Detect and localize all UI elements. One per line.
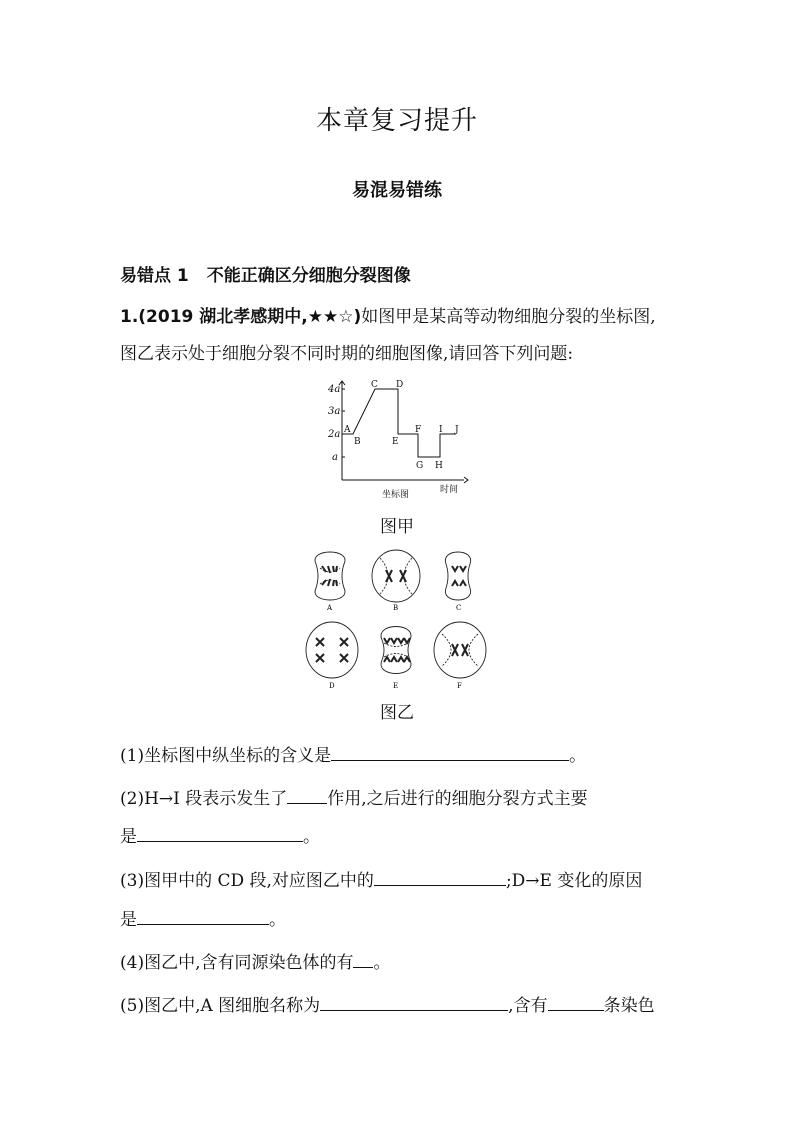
point-J: J <box>455 425 459 435</box>
cell-e-label: E <box>393 682 399 690</box>
section-label: 易错点 1 <box>120 266 189 286</box>
question-1-line1: 如图甲是某高等动物细胞分裂的坐标图, <box>361 307 656 327</box>
point-E: E <box>392 437 399 447</box>
answer-blank-5b[interactable] <box>548 994 604 1011</box>
figure-b-cells <box>300 544 496 692</box>
answer-blank-2b[interactable] <box>137 825 303 842</box>
sub-question-2: (2)H→I 段表示发生了 作用,之后进行的细胞分裂方式主要 <box>120 789 588 809</box>
point-F: F <box>415 425 422 435</box>
sub-question-2-cont: 是 。 <box>120 827 320 847</box>
cell-c-diagram <box>445 552 470 600</box>
point-D: D <box>396 380 404 390</box>
sub-question-5-text: (5)图乙中,A 图细胞名称为 <box>120 996 321 1016</box>
cell-a-diagram <box>315 552 345 600</box>
answer-blank-3b[interactable] <box>137 908 269 925</box>
figure-a-chart <box>320 376 480 502</box>
question-1-prefix: 1.(2019 湖北孝感期中,★★☆) <box>120 307 362 327</box>
question-1-stem <box>120 299 680 373</box>
point-I: I <box>439 425 443 435</box>
cell-b-label: B <box>393 604 399 612</box>
cell-b-diagram <box>372 550 420 602</box>
cell-f-diagram <box>434 622 486 678</box>
point-C: C <box>371 380 378 390</box>
answer-blank-4[interactable] <box>353 951 373 968</box>
page-title: 本章复习提升 <box>315 106 478 136</box>
cell-f-label: F <box>457 682 462 690</box>
sub-question-4: (4)图乙中,含有同源染色体的有 。 <box>120 953 391 973</box>
cell-d-diagram <box>306 622 358 678</box>
chart-caption: 坐标图 <box>382 490 410 500</box>
figure-b-caption: 图乙 <box>380 703 414 723</box>
question-1-line2: 图乙表示处于细胞分裂不同时期的细胞图像,请回答下列问题: <box>120 344 574 364</box>
answer-blank-2a[interactable] <box>287 787 327 804</box>
figure-a-caption: 图甲 <box>380 517 414 537</box>
cell-a-label: A <box>327 604 333 612</box>
cell-d-label: D <box>329 682 335 690</box>
answer-blank-5a[interactable] <box>320 994 508 1011</box>
y-tick-3a: 3a <box>328 406 341 417</box>
y-tick-2a: 2a <box>328 429 341 440</box>
y-tick-4a: 4a <box>328 384 341 395</box>
sub-question-3-text: (3)图甲中的 CD 段,对应图乙中的 <box>120 871 374 891</box>
section-text: 不能正确区分细胞分裂图像 <box>206 266 411 286</box>
point-H: H <box>435 461 443 471</box>
x-axis-arrow <box>464 477 468 483</box>
section-heading <box>120 261 411 286</box>
page-subtitle: 易混易错练 <box>352 180 442 201</box>
cell-c-label: C <box>456 604 462 612</box>
x-axis-label: 时间 <box>440 485 459 495</box>
sub-question-3-cont: 是 。 <box>120 910 286 930</box>
sub-question-1: (1)坐标图中纵坐标的含义是 。 <box>120 746 587 766</box>
point-B: B <box>354 437 361 447</box>
point-G: G <box>416 461 424 471</box>
sub-question-5: (5)图乙中,A 图细胞名称为 ,含有 条染色 <box>120 996 655 1016</box>
sub-question-4-text: (4)图乙中,含有同源染色体的有 <box>120 953 354 973</box>
answer-blank-1[interactable] <box>331 744 569 761</box>
sub-question-2-text: (2)H→I 段表示发生了 <box>120 789 288 809</box>
cell-e-diagram <box>381 627 411 674</box>
point-A: A <box>344 425 351 435</box>
y-tick-a: a <box>332 452 338 463</box>
answer-blank-3a[interactable] <box>374 869 506 886</box>
sub-question-3: (3)图甲中的 CD 段,对应图乙中的 ;D→E 变化的原因 <box>120 871 643 891</box>
sub-question-1-text: (1)坐标图中纵坐标的含义是 <box>120 746 332 766</box>
